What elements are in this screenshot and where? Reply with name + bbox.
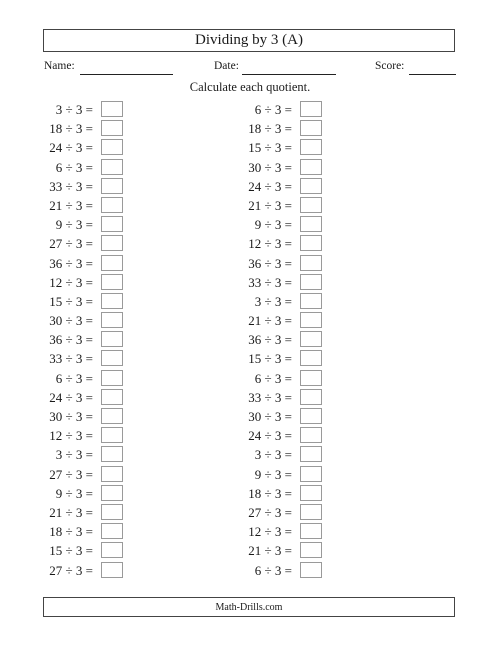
answer-box[interactable]: [300, 542, 322, 558]
problem-row: [0, 292, 150, 311]
answer-box[interactable]: [101, 446, 123, 462]
answer-box[interactable]: [101, 523, 123, 539]
answer-box[interactable]: [101, 562, 123, 578]
answer-box[interactable]: [300, 120, 322, 136]
problem-text: 24 ÷ 3 =: [248, 428, 292, 444]
problem-row: [0, 541, 150, 560]
problem-text: 15 ÷ 3 =: [49, 543, 93, 559]
problem-text: 15 ÷ 3 =: [248, 140, 292, 156]
answer-box[interactable]: [300, 235, 322, 251]
problem-text: 6 ÷ 3 =: [254, 102, 292, 117]
problem-row: [199, 119, 349, 138]
answer-box[interactable]: [300, 216, 322, 232]
answer-box[interactable]: [101, 331, 123, 347]
problem-text: 6 ÷ 3 =: [55, 370, 93, 386]
problem-text: 3 ÷ 3 =: [55, 447, 93, 463]
problem-text: 27 ÷ 3 =: [49, 466, 93, 482]
answer-box[interactable]: [101, 216, 123, 232]
problem-text: 30 ÷ 3 =: [49, 313, 93, 329]
problem-row: [0, 445, 150, 464]
problem-text: 33 ÷ 3 =: [248, 389, 292, 405]
problem-row: [0, 522, 150, 541]
problem-text: 33 ÷ 3 =: [49, 351, 93, 367]
answer-box[interactable]: [300, 427, 322, 443]
problem-text: 24 ÷ 3 =: [49, 389, 93, 405]
problem-row: [199, 158, 349, 177]
problem-row: [199, 215, 349, 234]
problem-text: 36 ÷ 3 =: [248, 255, 292, 271]
problem-text: 9 ÷ 3 =: [55, 217, 93, 233]
problem-text: 9 ÷ 3 =: [55, 485, 93, 501]
answer-box[interactable]: [101, 370, 123, 386]
problem-text: 21 ÷ 3 =: [248, 543, 292, 559]
answer-box[interactable]: [300, 523, 322, 539]
problem-text: 21 ÷ 3 =: [49, 197, 93, 213]
answer-box[interactable]: [300, 389, 322, 405]
answer-box[interactable]: [101, 312, 123, 328]
problem-row: [199, 522, 349, 541]
problem-row: [199, 100, 349, 119]
problem-text: 21 ÷ 3 =: [49, 504, 93, 520]
problem-row: [199, 234, 349, 253]
problem-text: 9 ÷ 3 =: [254, 217, 292, 233]
problem-row: [199, 561, 349, 580]
answer-box[interactable]: [101, 293, 123, 309]
answer-box[interactable]: [300, 485, 322, 501]
problem-row: [199, 349, 349, 368]
problem-row: [199, 177, 349, 196]
problem-row: [199, 426, 349, 445]
problem-row: [0, 484, 150, 503]
problem-text: 33 ÷ 3 =: [248, 274, 292, 290]
worksheet-title-box: [43, 29, 455, 52]
problem-row: [0, 100, 150, 119]
date-field-line[interactable]: [242, 74, 336, 75]
answer-box[interactable]: [300, 350, 322, 366]
answer-box[interactable]: [300, 255, 322, 271]
instructions: Calculate each quotient.: [189, 80, 311, 94]
problem-text: 15 ÷ 3 =: [49, 293, 93, 309]
answer-box[interactable]: [101, 120, 123, 136]
problem-row: [199, 311, 349, 330]
problem-text: 21 ÷ 3 =: [248, 313, 292, 329]
answer-box[interactable]: [101, 350, 123, 366]
problem-row: [0, 215, 150, 234]
problem-text: 30 ÷ 3 =: [248, 409, 292, 424]
problem-text: 30 ÷ 3 =: [49, 409, 93, 424]
problem-text: 24 ÷ 3 =: [248, 178, 292, 194]
answer-box[interactable]: [300, 178, 322, 194]
answer-box[interactable]: [101, 139, 123, 155]
answer-box[interactable]: [300, 197, 322, 213]
problem-text: 6 ÷ 3 =: [254, 562, 292, 578]
problem-text: 18 ÷ 3 =: [248, 485, 292, 501]
answer-box[interactable]: [101, 485, 123, 501]
answer-box[interactable]: [101, 389, 123, 405]
problem-row: [0, 273, 150, 292]
problem-text: 12 ÷ 3 =: [248, 524, 292, 540]
problem-text: 12 ÷ 3 =: [49, 428, 93, 444]
answer-box[interactable]: [101, 101, 123, 117]
problem-row: [0, 254, 150, 273]
problem-row: [199, 330, 349, 349]
problem-row: [199, 254, 349, 273]
problem-text: 15 ÷ 3 =: [248, 351, 292, 367]
answer-box[interactable]: [101, 274, 123, 290]
answer-box[interactable]: [300, 446, 322, 462]
answer-box[interactable]: [300, 331, 322, 347]
answer-box[interactable]: [101, 235, 123, 251]
problem-row: [199, 465, 349, 484]
problem-text: 3 ÷ 3 =: [254, 447, 292, 463]
problem-row: [199, 407, 349, 426]
problem-row: [0, 196, 150, 215]
answer-box[interactable]: [300, 312, 322, 328]
answer-box[interactable]: [101, 504, 123, 520]
problem-text: 6 ÷ 3 =: [254, 370, 292, 386]
score-label: Score:: [375, 60, 405, 72]
problem-row: [0, 561, 150, 580]
problem-row: [0, 311, 150, 330]
problem-column-left: [0, 100, 150, 580]
problem-row: [199, 503, 349, 522]
problem-row: [0, 158, 150, 177]
answer-box[interactable]: [300, 101, 322, 117]
problem-row: [199, 369, 349, 388]
problem-text: 18 ÷ 3 =: [248, 121, 292, 137]
problem-row: [0, 407, 150, 426]
problem-text: 12 ÷ 3 =: [248, 236, 292, 252]
problem-row: [0, 234, 150, 253]
problem-row: [199, 273, 349, 292]
answer-box[interactable]: [300, 159, 322, 175]
answer-box[interactable]: [101, 408, 123, 424]
problem-text: 27 ÷ 3 =: [49, 562, 93, 578]
problem-row: [0, 369, 150, 388]
problem-row: [0, 503, 150, 522]
problem-row: [0, 388, 150, 407]
problem-text: 36 ÷ 3 =: [49, 332, 93, 348]
problem-row: [199, 484, 349, 503]
date-label: Date:: [214, 60, 239, 72]
answer-box[interactable]: [300, 466, 322, 482]
answer-box[interactable]: [300, 293, 322, 309]
answer-box[interactable]: [101, 427, 123, 443]
answer-box[interactable]: [101, 255, 123, 271]
answer-box[interactable]: [300, 370, 322, 386]
problem-text: 18 ÷ 3 =: [49, 524, 93, 540]
footer-box: [43, 597, 455, 617]
answer-box[interactable]: [101, 466, 123, 482]
problem-text: 27 ÷ 3 =: [248, 504, 292, 520]
problem-text: 3 ÷ 3 =: [254, 293, 292, 309]
answer-box[interactable]: [300, 408, 322, 424]
problem-text: 33 ÷ 3 =: [49, 178, 93, 194]
name-field-line[interactable]: [80, 74, 173, 75]
answer-box[interactable]: [300, 274, 322, 290]
answer-box[interactable]: [300, 139, 322, 155]
problem-text: 24 ÷ 3 =: [49, 140, 93, 156]
problem-row: [199, 138, 349, 157]
answer-box[interactable]: [300, 562, 322, 578]
problem-row: [0, 330, 150, 349]
problem-text: 21 ÷ 3 =: [248, 197, 292, 213]
problem-text: 36 ÷ 3 =: [49, 255, 93, 271]
problem-row: [199, 445, 349, 464]
worksheet-title: Dividing by 3 (A): [195, 32, 303, 48]
problem-row: [0, 465, 150, 484]
answer-box[interactable]: [101, 178, 123, 194]
answer-box[interactable]: [101, 542, 123, 558]
problem-row: [0, 119, 150, 138]
problem-text: 18 ÷ 3 =: [49, 121, 93, 137]
problem-row: [199, 196, 349, 215]
problem-text: 6 ÷ 3 =: [55, 159, 93, 175]
problem-text: 27 ÷ 3 =: [49, 236, 93, 252]
answer-box[interactable]: [101, 159, 123, 175]
problem-row: [199, 388, 349, 407]
footer-text: Math-Drills.com: [215, 601, 283, 613]
name-label: Name:: [44, 60, 75, 72]
problem-row: [0, 177, 150, 196]
problem-row: [0, 138, 150, 157]
problem-row: [0, 426, 150, 445]
answer-box[interactable]: [101, 197, 123, 213]
problem-text: 30 ÷ 3 =: [248, 159, 292, 175]
problem-row: [199, 292, 349, 311]
problem-text: 9 ÷ 3 =: [254, 466, 292, 482]
score-field-line[interactable]: [409, 74, 456, 75]
problem-row: [199, 541, 349, 560]
problem-column-right: [199, 100, 349, 580]
problem-text: 12 ÷ 3 =: [49, 274, 93, 290]
problem-text: 36 ÷ 3 =: [248, 332, 292, 348]
answer-box[interactable]: [300, 504, 322, 520]
problem-text: 3 ÷ 3 =: [55, 102, 93, 117]
problem-row: [0, 349, 150, 368]
